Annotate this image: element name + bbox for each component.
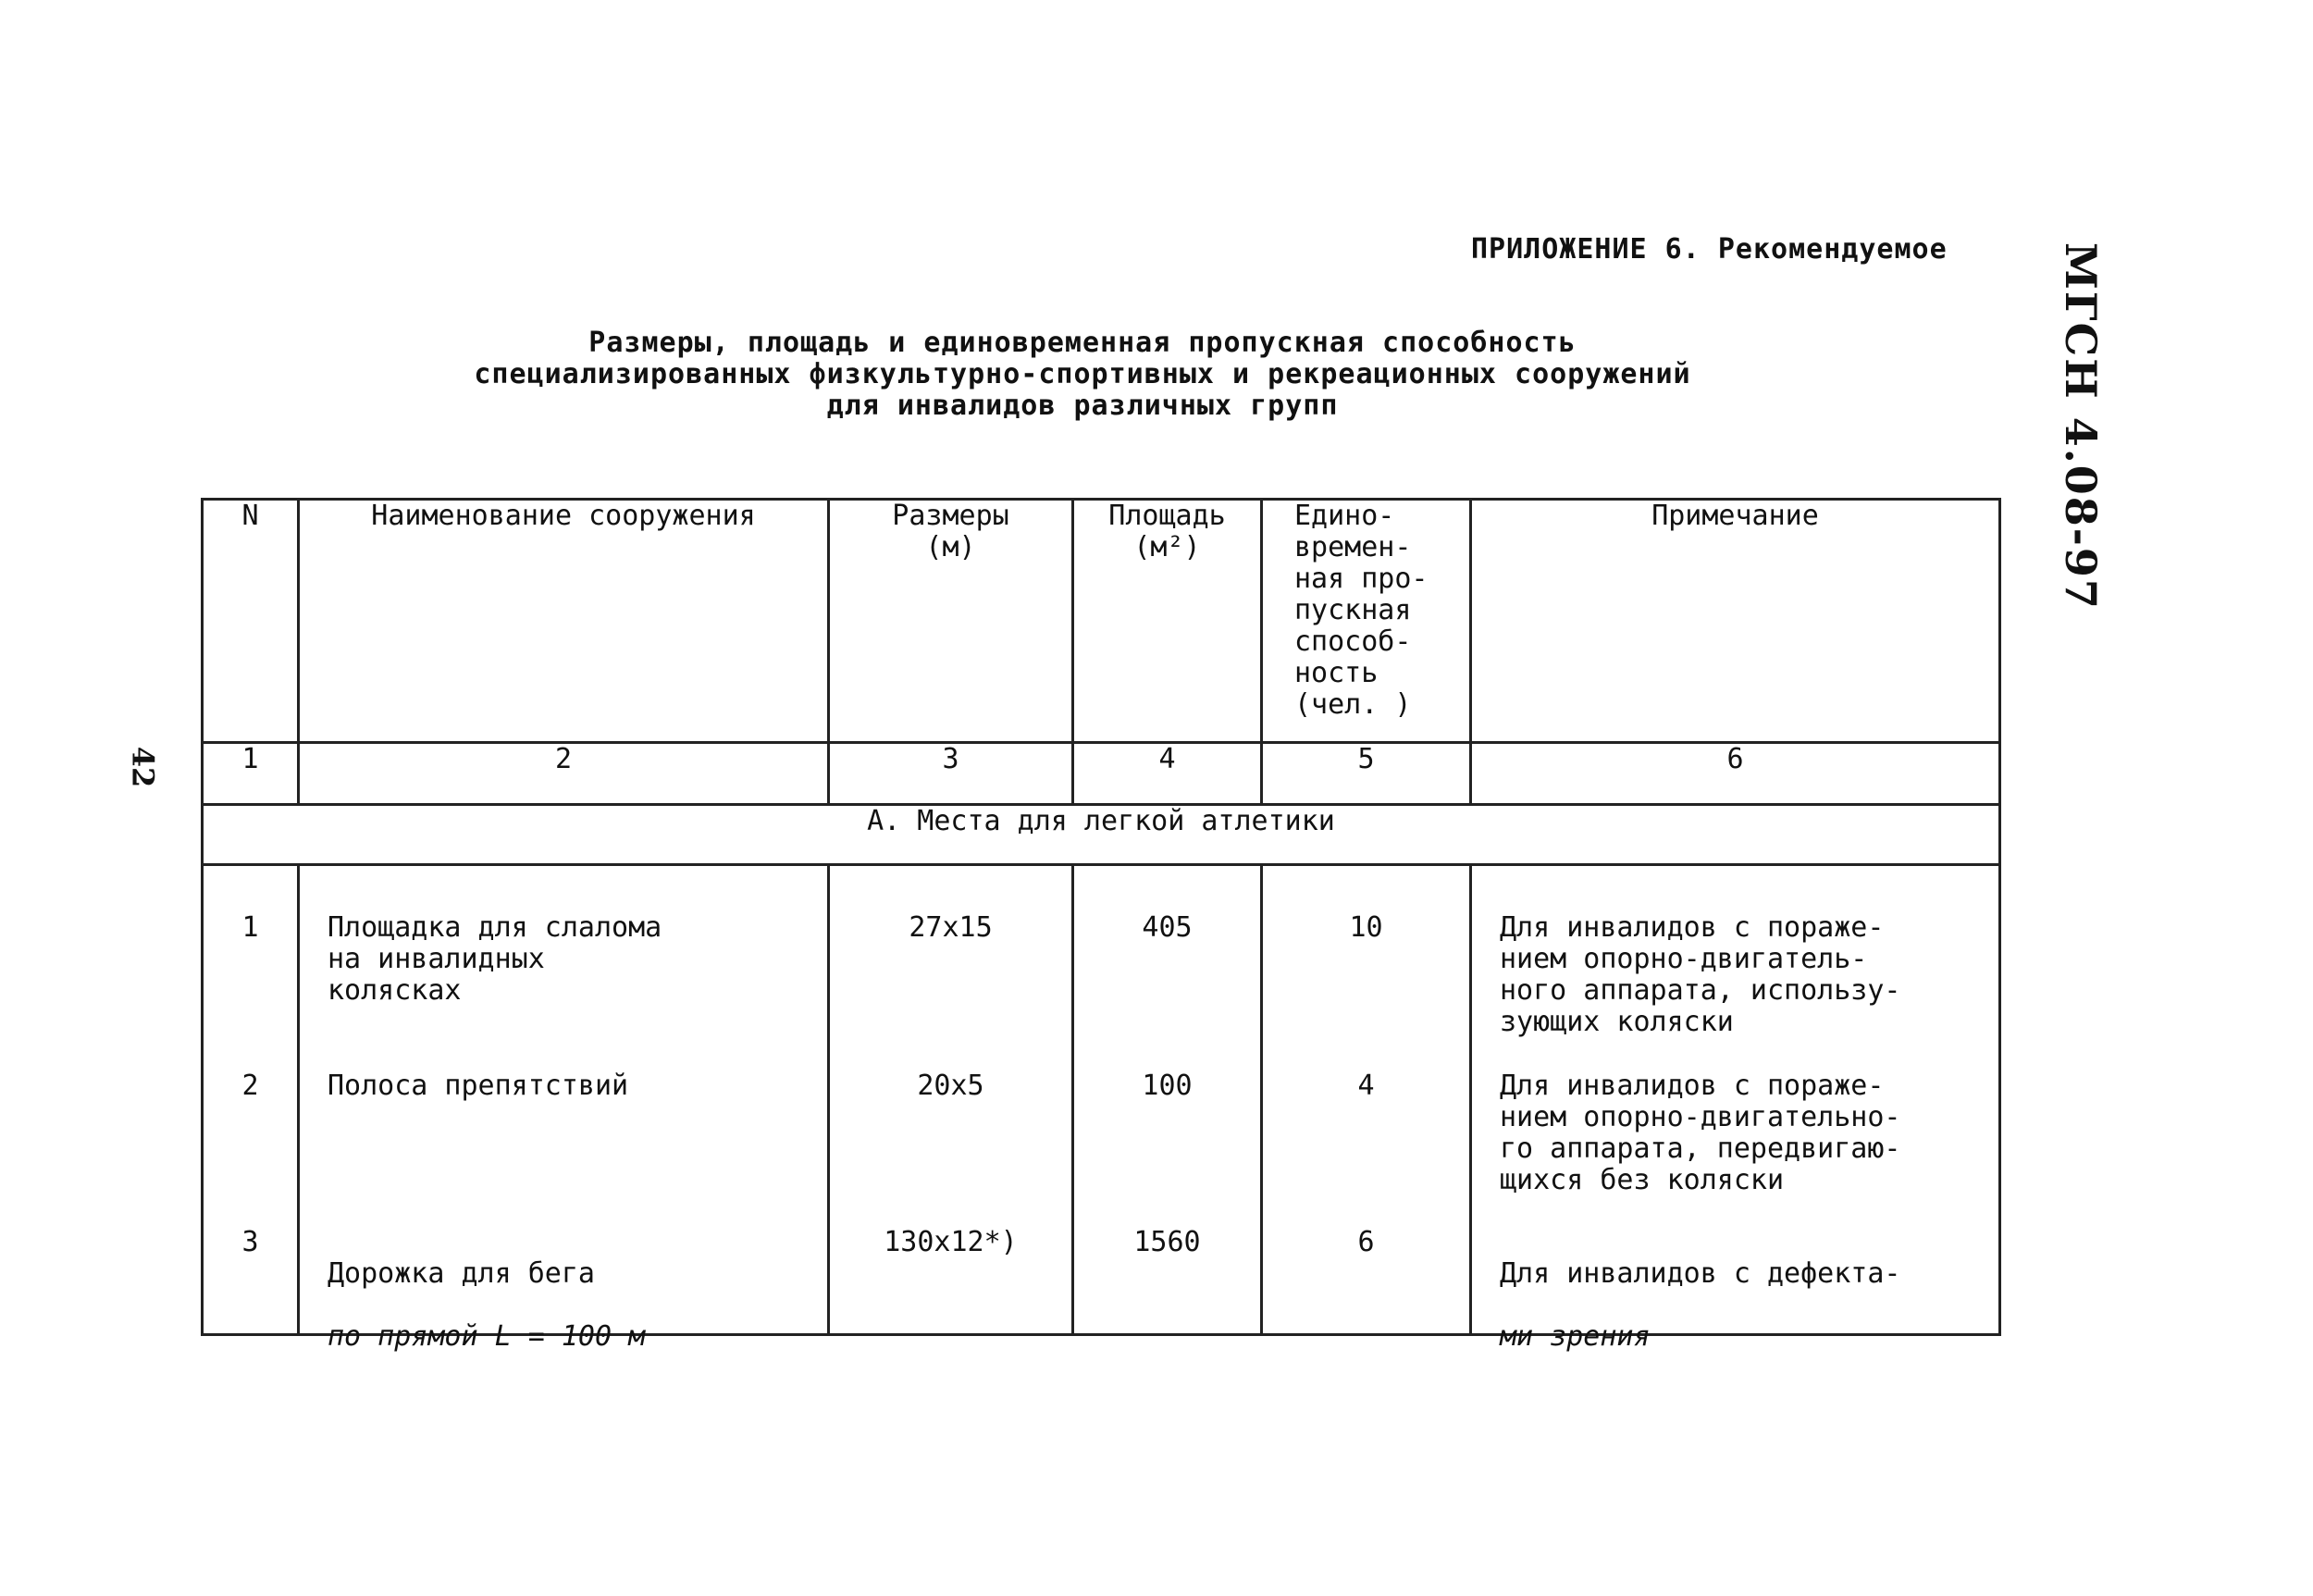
column-number-row (203, 743, 2000, 805)
title-line-3: для инвалидов различных групп (826, 390, 1339, 422)
column-number: 1 (203, 743, 299, 805)
facility-area: 100 (1142, 1070, 1193, 1102)
title-line-1: Размеры, площадь и единовременная пропускная способность (588, 327, 1577, 359)
number-column (203, 865, 299, 1335)
row-number: 2 (241, 1070, 259, 1102)
section-row (203, 805, 2000, 865)
header-name: Наименование сооружения (299, 500, 829, 743)
row-number: 3 (241, 1226, 259, 1258)
facility-size: 130x12*) (884, 1226, 1018, 1258)
facility-size: 27x15 (909, 911, 993, 944)
facility-size: 20x5 (917, 1070, 984, 1102)
facility-note: Для инвалидов с пораже- нием опорно-двигательно- го аппарата, передвигаю- щихся без коляски (1500, 1070, 1901, 1196)
facility-capacity: 6 (1357, 1226, 1375, 1258)
title-line-2: специализированных физкультурно-спортивных и рекреационных сооружений (474, 358, 1691, 390)
column-number: 6 (1471, 743, 2000, 805)
column-number: 3 (829, 743, 1073, 805)
facilities-table (201, 498, 2001, 1353)
facility-name (300, 1227, 827, 1384)
facility-name: Полоса препятствий (328, 1070, 629, 1102)
area-column (1073, 865, 1262, 1335)
header-note: Примечание (1471, 500, 2000, 743)
row-number: 1 (241, 911, 259, 944)
column-number: 4 (1073, 743, 1262, 805)
table-header-row (203, 500, 2000, 743)
facility-note-line: Для инвалидов с дефекта- (1500, 1257, 1901, 1290)
column-number: 2 (299, 743, 829, 805)
header-number: N (203, 500, 299, 743)
facility-name-line: по прямой L = 100 м (328, 1320, 646, 1353)
document-code: МГСН 4.08-97 (2056, 242, 2106, 611)
table-title (407, 328, 1758, 422)
table-body-row (203, 865, 2000, 1335)
name-column (299, 865, 829, 1353)
header-area: Площадь (м²) (1073, 500, 1262, 743)
facility-note-line: ми зрения (1500, 1320, 1651, 1353)
appendix-label: ПРИЛОЖЕНИЕ 6. Рекомендуемое (1471, 233, 1948, 266)
facility-name: Площадка для слалома на инвалидных колясках (328, 911, 662, 1007)
header-size: Размеры (м) (829, 500, 1073, 743)
facility-note: Для инвалидов с пораже- нием опорно-двигатель- ного аппарата, использу- зующих коляски (1500, 911, 1901, 1038)
facility-capacity: 4 (1357, 1070, 1375, 1102)
size-column (829, 865, 1073, 1335)
column-number: 5 (1262, 743, 1471, 805)
header-capacity: Едино- времен- ная про- пускная способ- ность (чел. ) (1262, 500, 1471, 743)
facility-capacity: 10 (1349, 911, 1383, 944)
facility-name-line: Дорожка для бега (328, 1257, 595, 1290)
note-column (1471, 865, 2000, 1353)
section-title: А. Места для легкой атлетики (203, 805, 2000, 865)
page-number: 42 (125, 746, 161, 788)
capacity-column (1262, 865, 1471, 1335)
facility-area: 405 (1142, 911, 1193, 944)
facility-note (1472, 1227, 1998, 1384)
facility-area: 1560 (1133, 1226, 1201, 1258)
